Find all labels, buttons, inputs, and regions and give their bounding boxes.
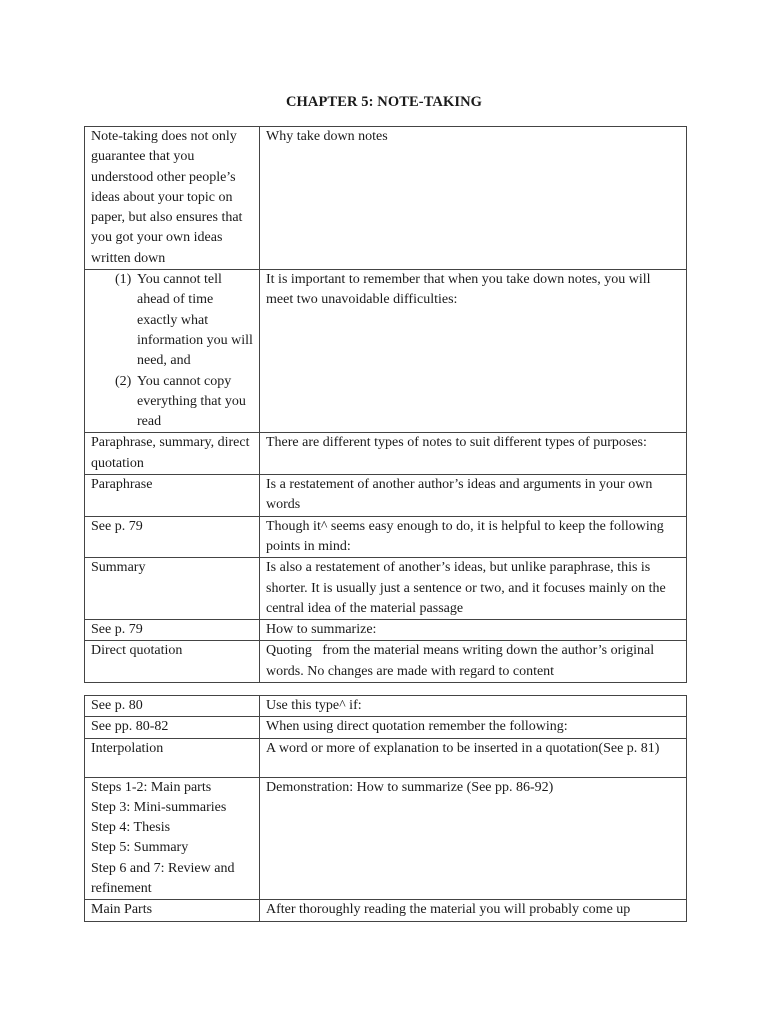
step-line: Step 4: Thesis xyxy=(91,820,171,836)
table-cell-right: There are different types of notes to suit different types of purposes: xyxy=(260,433,687,475)
table-row xyxy=(85,717,687,738)
table-cell-right: Is also a restatement of another’s ideas, but unlike paraphrase, this is shorter. It is usually just a sentence or two, and it focuses mainly on the central idea of the material passage xyxy=(260,558,687,620)
table-row xyxy=(85,516,687,558)
list-item: You cannot tell ahead of time exactly what information you will need, and xyxy=(137,272,253,369)
notes-table-1 xyxy=(84,126,687,683)
table-cell-left: See p. 79 xyxy=(85,516,260,558)
table-row xyxy=(85,475,687,517)
table-cell-right: It is important to remember that when you take down notes, you will meet two unavoidable difficulties: xyxy=(260,270,687,433)
table-cell-left: Summary xyxy=(85,558,260,620)
table-row xyxy=(85,620,687,641)
table-cell-right: After thoroughly reading the material you will probably come up xyxy=(260,900,687,921)
table-cell-right: Is a restatement of another author’s ideas and arguments in your own words xyxy=(260,475,687,517)
step-line: Step 6 and 7: Review and refinement xyxy=(91,860,235,897)
table-row xyxy=(85,270,687,433)
table-cell-left xyxy=(85,777,260,900)
table-cell-right: When using direct quotation remember the following: xyxy=(260,717,687,738)
table-cell-left: See p. 80 xyxy=(85,696,260,717)
table-cell-left: Paraphrase xyxy=(85,475,260,517)
table-row xyxy=(85,738,687,777)
table-cell-right: Why take down notes xyxy=(260,127,687,270)
table-cell-right: A word or more of explanation to be inserted in a quotation(See p. 81) xyxy=(260,738,687,777)
table-cell-right: Quoting from the material means writing down the author’s original words. No changes are made with regard to content xyxy=(260,641,687,683)
table-cell-left: Direct quotation xyxy=(85,641,260,683)
table-cell-left: Paraphrase, summary, direct quotation xyxy=(85,433,260,475)
table-row xyxy=(85,696,687,717)
table-row xyxy=(85,433,687,475)
list-item: You cannot copy everything that you read xyxy=(137,373,246,430)
table-cell-left xyxy=(85,270,260,433)
table-row xyxy=(85,127,687,270)
table-cell-right: Use this type^ if: xyxy=(260,696,687,717)
numbered-list xyxy=(91,270,254,432)
table-cell-left: See pp. 80-82 xyxy=(85,717,260,738)
table-cell-right: How to summarize: xyxy=(260,620,687,641)
notes-table-2 xyxy=(84,695,687,922)
step-line: Steps 1-2: Main parts xyxy=(91,779,212,795)
table-row xyxy=(85,641,687,683)
page-title: CHAPTER 5: NOTE-TAKING xyxy=(285,94,483,110)
table-cell-right: Demonstration: How to summarize (See pp. 86-92) xyxy=(260,777,687,900)
step-line: Step 3: Mini-summaries xyxy=(91,799,227,815)
table-row xyxy=(85,558,687,620)
table-cell-right: Though it^ seems easy enough to do, it is helpful to keep the following points in mind: xyxy=(260,516,687,558)
table-cell-left: Main Parts xyxy=(85,900,260,921)
step-line: Step 5: Summary xyxy=(91,840,189,856)
table-row xyxy=(85,777,687,900)
table-cell-left: Note-taking does not only guarantee that you understood other people’s ideas about your topic on paper, but also ensures that you got your own ideas written down xyxy=(85,127,260,270)
table-row xyxy=(85,900,687,921)
table-cell-left: Interpolation xyxy=(85,738,260,777)
table-cell-left: See p. 79 xyxy=(85,620,260,641)
